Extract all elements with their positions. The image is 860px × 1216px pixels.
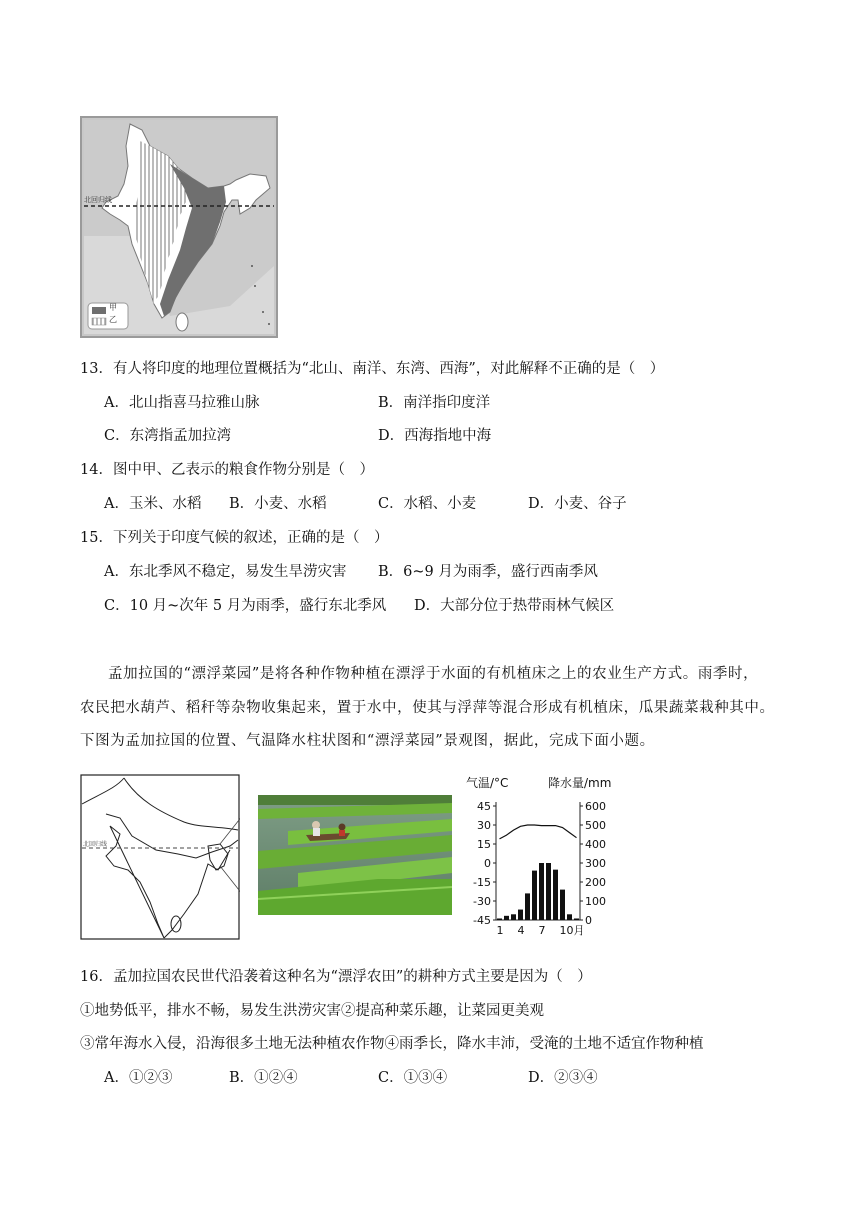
question-16-statement-1-2: ①地势低平，排水不畅，易发生洪涝灾害②提高种菜乐趣，让菜园更美观 — [80, 1003, 544, 1019]
passage-line-1: 孟加拉国的“漂浮菜园”是将各种作物种植在漂浮于水面的有机植床之上的农业生产方式。雨季时， — [108, 666, 759, 682]
temperature-tick-label: -45 — [473, 914, 491, 927]
temperature-axis-title: 气温/°C — [466, 776, 509, 790]
question-13-option-b[interactable]: B．南洋指印度洋 — [378, 395, 491, 411]
question-15-option-a[interactable]: A．东北季风不稳定，易发生旱涝灾害 — [104, 564, 347, 580]
precipitation-bar — [532, 871, 537, 920]
question-16-option-a[interactable]: A．①②③ — [104, 1070, 173, 1086]
question-14-option-d[interactable]: D．小麦、谷子 — [528, 496, 627, 512]
month-tick-label: 1 — [496, 924, 504, 937]
precipitation-tick-label: 200 — [585, 876, 606, 889]
precipitation-bar — [497, 918, 502, 920]
precipitation-bar — [553, 870, 558, 920]
question-16-option-d[interactable]: D．②③④ — [528, 1070, 598, 1086]
precipitation-bar — [518, 910, 523, 920]
month-tick-label: 7 — [538, 924, 546, 937]
precipitation-bar — [525, 893, 530, 920]
question-15-option-b[interactable]: B．6~9 月为雨季，盛行西南季风 — [378, 564, 598, 580]
precipitation-bar — [511, 914, 516, 920]
temperature-tick-label: 30 — [477, 819, 491, 832]
temperature-tick-label: 45 — [477, 800, 491, 813]
floating-garden-photo — [258, 795, 452, 915]
svg-text:北回归线: 北回归线 — [83, 841, 108, 848]
question-16-stem: 16．孟加拉国农民世代沿袭着这种名为“漂浮农田”的耕种方式主要是因为（ ） — [80, 969, 592, 985]
question-16-statement-3-4: ③常年海水入侵，沿海很多土地无法种植农作物④雨季长，降水丰沛，受淹的土地不适宜作物种植 — [80, 1036, 704, 1052]
question-13-option-c[interactable]: C．东湾指孟加拉湾 — [104, 428, 232, 444]
climate-chart — [462, 774, 612, 940]
temperature-tick-label: -30 — [473, 895, 491, 908]
question-16-option-c[interactable]: C．①③④ — [378, 1070, 448, 1086]
precipitation-tick-label: 300 — [585, 857, 606, 870]
question-15-option-c[interactable]: C．10 月~次年 5 月为雨季，盛行东北季风 — [104, 598, 387, 614]
question-13-option-d[interactable]: D．西海指地中海 — [378, 428, 492, 444]
precipitation-bar — [567, 914, 572, 920]
precipitation-axis-title: 降水量/mm — [548, 776, 612, 790]
month-tick-label: 4 — [517, 924, 525, 937]
precipitation-tick-label: 600 — [585, 800, 606, 813]
question-13-stem: 13．有人将印度的地理位置概括为“北山、南洋、东湾、西海”，对此解释不正确的是（ ） — [80, 361, 665, 377]
precipitation-bar — [539, 863, 544, 920]
precipitation-tick-label: 500 — [585, 819, 606, 832]
precipitation-tick-label: 0 — [585, 914, 592, 927]
svg-text:北回归线: 北回归线 — [84, 196, 112, 204]
question-14-option-b[interactable]: B．小麦、水稻 — [229, 496, 327, 512]
question-14-option-a[interactable]: A．玉米、水稻 — [104, 496, 202, 512]
question-14-stem: 14．图中甲、乙表示的粮食作物分别是（ ） — [80, 462, 374, 478]
temperature-tick-label: 15 — [477, 838, 491, 851]
precipitation-tick-label: 100 — [585, 895, 606, 908]
precipitation-tick-label: 400 — [585, 838, 606, 851]
precipitation-bar — [546, 863, 551, 920]
question-16-option-b[interactable]: B．①②④ — [229, 1070, 298, 1086]
legend-label-yi: 乙 — [109, 315, 117, 324]
legend-label-jia: 甲 — [109, 303, 117, 312]
precipitation-bar — [574, 918, 579, 920]
question-15-option-d[interactable]: D．大部分位于热带雨林气候区 — [414, 598, 615, 614]
bangladesh-location-map — [80, 774, 240, 940]
month-tick-label: 10月 — [559, 924, 585, 937]
precipitation-bar — [560, 890, 565, 920]
passage-line-2: 农民把水葫芦、稻秆等杂物收集起来，置于水中，使其与浮萍等混合形成有机植床，瓜果蔬菜栽种其中。 — [80, 700, 775, 716]
precipitation-bar — [504, 916, 509, 920]
question-13-option-a[interactable]: A．北山指喜马拉雅山脉 — [104, 395, 260, 411]
india-crop-map — [80, 116, 278, 338]
temperature-tick-label: 0 — [484, 857, 491, 870]
temperature-tick-label: -15 — [473, 876, 491, 889]
temperature-curve — [500, 825, 577, 839]
passage-line-3: 下图为孟加拉国的位置、气温降水柱状图和“漂浮菜园”景观图，据此，完成下面小题。 — [80, 733, 655, 749]
question-14-option-c[interactable]: C．水稻、小麦 — [378, 496, 477, 512]
question-15-stem: 15．下列关于印度气候的叙述，正确的是（ ） — [80, 530, 389, 546]
